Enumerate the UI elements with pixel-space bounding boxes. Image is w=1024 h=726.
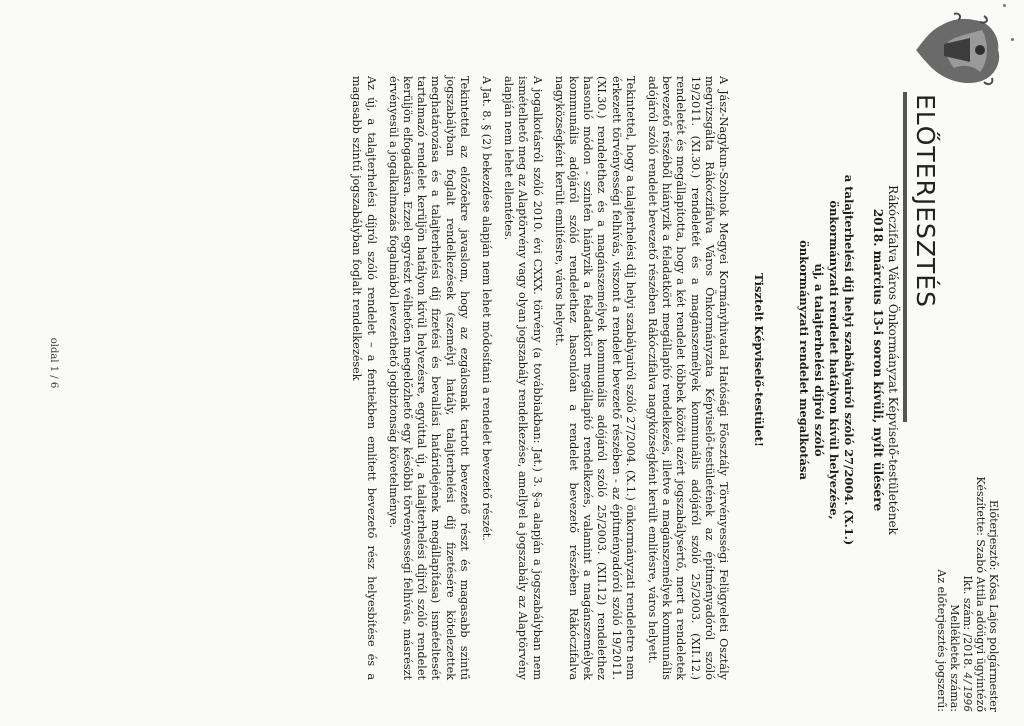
handwritten-reg-number: 4/1996 <box>961 672 974 712</box>
body-paragraph: Tekintettel az előzőekre javaslom, hogy az ezgálosnak tartott bevezető részt és magasabb szintű jogszabályban foglalt rendelkezések (személyi hatály, talajterhelési díj fizetésére kötelezettek meghatározása és a talajterhelési díj fizetési és bevallási határidejének megállapítása) ismételtesét tartalmazó rendelet kerüljön hatályon kívül helyezésre, egyúttal új, a talajterhelési díjról szóló rendelet kerüljön elfogadásra. Ezzel egyrészt vélhetően megelőzhető egy későbbi törvényességi felhívás, másrészt érvényesül a jogalkalmazás fogalmából levezethető jogbiztonság követelménye. <box>386 76 471 680</box>
council-heading <box>870 120 900 600</box>
subject-line: önkormányzati rendelet megalkotása <box>797 240 811 480</box>
subject-line: a talajterhelési díj helyi szabályairól szóló 27/2004. (X.1.) <box>842 174 856 546</box>
meta-prepared-by: Készítette: Szabó Attila adóügyi ügyintéző <box>974 476 987 712</box>
body-paragraph: Tekintettel, hogy a talajterhelési díj helyi szabályairól szóló 27/2004. (X.1.) önkormányzati rendeletre nem érkezett törvényességi felhívás, viszont a rendelet bevezető részében - az építményadóról szóló 19/2011. (XI.30.) rendelethez és a magánszemélyek kommunális adójáról szóló 25/2003. (XII.12) rendelethez hasonló módon - szintén hiányzik a feladatkört megállapító rendelkezés, valamint a magánszemélyek kommunális adójáról szóló rendelethez hasonlóan a rendelet bevezető részében Rákóczifalva nagyközségként került említésre, város helyett. <box>552 76 637 680</box>
council-line: Rákóczifalva Város Önkormányzat Képviselő-testületének <box>886 185 900 535</box>
subject-line: új, a talajterhelési díjról szóló <box>812 263 826 457</box>
body-paragraph: A jogalkotásról szóló 2010. évi CXXX. törvény (a továbbiakban: Jat.) 3. §-a alapján a jogszabályban nem ismételhető meg az Alaptörvény vagy olyan jogszabály rendelkezése, amellyel a jogszabály az Alaptörvény alapján nem lehet ellentétes. <box>502 76 544 680</box>
body-paragraph: Az új, a talajterhelési díjról szóló rendelet – a fentiekben említett bevezető rész helyesbítése és a magasabb szintű jogszabályban foglalt rendelkezések <box>350 76 378 680</box>
salutation: Tisztelt Képviselő-testület! <box>752 273 766 447</box>
meeting-line: 2018. március 13-i soron kívüli, nyílt ülésére <box>871 208 885 512</box>
meta-reg-number-text: Ikt. szám: /2018. <box>961 575 974 669</box>
body-paragraph: A Jat. 8. § (2) bekezdése alapján nem lehet módosítani a rendelet bevezető részét. <box>479 76 493 541</box>
scan-speck <box>1003 4 1006 7</box>
meta-submitter: Előterjesztő: Kósa Lajos polgármester <box>987 499 1000 712</box>
subject-line: önkormányzati rendelet hatályon kívül helyezése, <box>827 200 841 520</box>
document-body <box>341 76 730 680</box>
meta-reg-number <box>961 462 974 712</box>
meta-legality: Az előterjesztés jogszerű: <box>935 569 948 712</box>
scan-speck <box>1011 38 1014 41</box>
city-coat-of-arms-icon <box>912 12 1004 88</box>
document-title: ELŐTERJESZTÉS <box>911 94 940 308</box>
page-number: oldal 1 / 6 <box>48 337 59 389</box>
subject-block <box>796 80 856 640</box>
document-metadata <box>935 462 1000 712</box>
meta-attachments: Mellékletek száma: <box>948 604 961 712</box>
body-paragraph: A Jász-Nagykun-Szolnok Megyei Kormányhivatal Hatósági Főosztály Törvényességi Felügyeleti Osztály megvizsgálta Rákóczifalva Város Önkormányzata Képviselő-testületének az építményadóról szóló 19/2011. (XI.30.) rendeletét és a magánszemélyek kommunális adójáról szóló 25/2003. (XII.12.) rendeletét és megállapította, hogy a két rendelet többek között azért jogszabálysértő, mert a rendeletek bevezető részéből hiányzik a feladatkört megállapító rendelkezés, illetve a magánszemélyek kommunális adójáról szóló rendelet bevezető részében Rákóczifalva nagyközségként került említésre, város helyett. <box>645 76 730 680</box>
